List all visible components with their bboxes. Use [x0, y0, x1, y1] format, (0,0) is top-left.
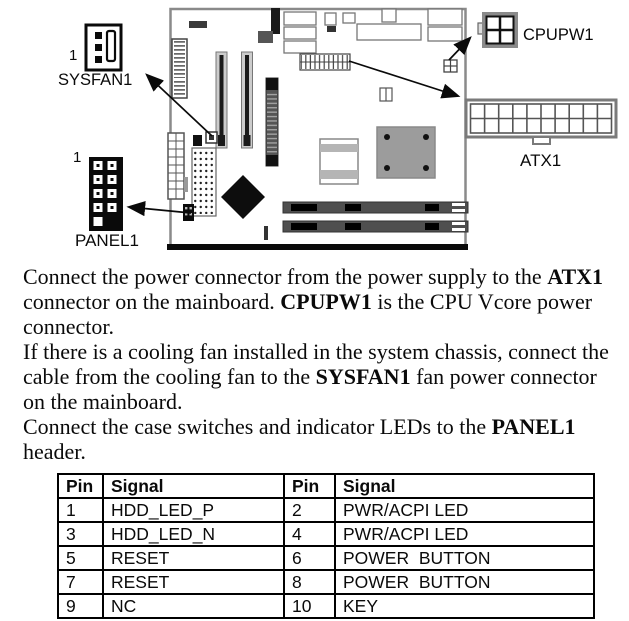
pin-cell: 4	[284, 522, 335, 546]
panel1-connector-icon	[89, 157, 123, 231]
atx1-connector-icon	[466, 100, 616, 144]
connector-diagram	[0, 0, 629, 262]
signal-cell: PWR/ACPI LED	[335, 498, 594, 522]
instruction-line: connector on the mainboard. CPUPW1 is the CPU Vcore power	[23, 289, 593, 314]
motherboard-board	[167, 8, 468, 250]
instruction-line: header.	[23, 439, 86, 464]
table-row	[58, 522, 594, 546]
table-header-row	[58, 474, 594, 498]
sysfan1-connector-icon	[86, 25, 121, 70]
col-header-signal: Signal	[103, 474, 284, 498]
instruction-line: connector.	[23, 314, 115, 339]
cpupw1-connector-icon	[478, 14, 516, 46]
pin-cell: 1	[58, 498, 103, 522]
atx1-label: ATX1	[520, 151, 562, 170]
instruction-line: cable from the cooling fan to the SYSFAN1 fan power connector	[23, 364, 597, 389]
table-row	[58, 546, 594, 570]
signal-cell: RESET	[103, 546, 284, 570]
table-row	[58, 594, 594, 618]
pin-cell: 9	[58, 594, 103, 618]
signal-cell: POWER BUTTON	[335, 546, 594, 570]
signal-cell: KEY	[335, 594, 594, 618]
panel1-label: PANEL1	[75, 231, 139, 250]
onboard-atx-header	[300, 54, 350, 70]
onboard-cpupw1	[444, 60, 457, 72]
signal-cell: POWER BUTTON	[335, 570, 594, 594]
instruction-line: If there is a cooling fan installed in the system chassis, connect the	[23, 339, 609, 364]
pin-cell: 2	[284, 498, 335, 522]
cpu-socket	[377, 127, 435, 178]
col-header-signal: Signal	[335, 474, 594, 498]
pin-cell: 5	[58, 546, 103, 570]
pin-cell: 3	[58, 522, 103, 546]
signal-cell: NC	[103, 594, 284, 618]
signal-cell: PWR/ACPI LED	[335, 522, 594, 546]
pin-cell: 8	[284, 570, 335, 594]
pin-cell: 6	[284, 546, 335, 570]
panel1-pin1-label: 1	[73, 149, 82, 166]
table-row	[58, 498, 594, 522]
instruction-line: Connect the power connector from the power supply to the ATX1	[23, 264, 604, 289]
signal-cell: RESET	[103, 570, 284, 594]
sysfan1-label: SYSFAN1	[58, 71, 133, 89]
panel1-pin-table	[57, 473, 595, 619]
sysfan1-pin1-label: 1	[69, 47, 78, 64]
instruction-line: on the mainboard.	[23, 389, 183, 414]
pin-cell: 10	[284, 594, 335, 618]
col-header-pin: Pin	[284, 474, 335, 498]
table-row	[58, 570, 594, 594]
col-header-pin: Pin	[58, 474, 103, 498]
instruction-line: Connect the case switches and indicator LEDs to the PANEL1	[23, 414, 576, 439]
pin-cell: 7	[58, 570, 103, 594]
cpupw1-label: CPUPW1	[523, 26, 594, 44]
signal-cell: HDD_LED_P	[103, 498, 284, 522]
instruction-text	[0, 262, 629, 466]
signal-cell: HDD_LED_N	[103, 522, 284, 546]
